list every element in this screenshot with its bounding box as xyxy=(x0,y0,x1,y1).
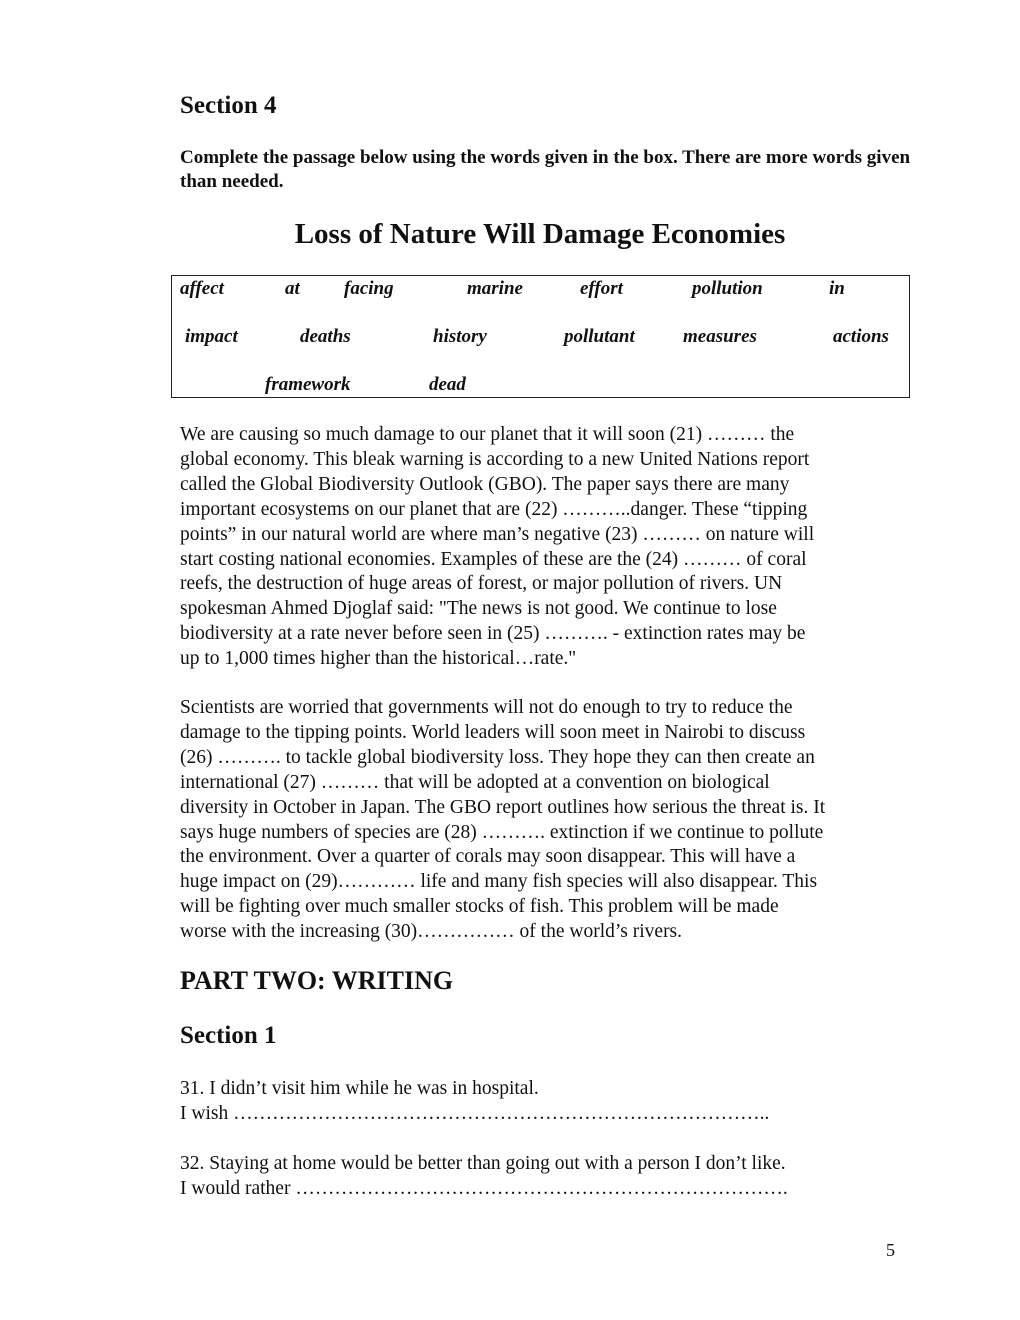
word-box-item: deaths xyxy=(300,326,351,347)
word-box-item: framework xyxy=(265,374,351,395)
word-box-item: affect xyxy=(180,278,224,299)
word-box-item: marine xyxy=(467,278,523,299)
word-box-item: dead xyxy=(429,374,466,395)
question-31 xyxy=(180,1076,920,1126)
word-box-item: pollution xyxy=(692,278,763,299)
word-box-item: actions xyxy=(833,326,889,347)
passage-line: up to 1,000 times higher than the historical…rate." xyxy=(180,648,577,670)
passage-line: the environment. Over a quarter of corals may soon disappear. This will have a xyxy=(180,846,796,868)
question-prompt: 32. Staying at home would be better than going out with a person I don’t like. xyxy=(180,1153,786,1174)
passage-line: We are causing so much damage to our planet that it will soon (21) ……… the xyxy=(180,424,795,445)
question-prompt: 31. I didn’t visit him while he was in hospital. xyxy=(180,1078,539,1099)
passage-title: Loss of Nature Will Damage Economies xyxy=(294,218,786,250)
passage-line: global economy. This bleak warning is according to a new United Nations report xyxy=(180,448,810,470)
passage-paragraph-1 xyxy=(180,423,920,672)
word-box-item: at xyxy=(285,278,300,299)
passage-line: diversity in October in Japan. The GBO report outlines how serious the threat is. It xyxy=(180,796,826,818)
passage-line: spokesman Ahmed Djoglaf said: "The news is not good. We continue to lose xyxy=(180,598,777,620)
word-box xyxy=(171,275,910,398)
passage-line: reefs, the destruction of huge areas of forest, or major pollution of rivers. UN xyxy=(180,573,783,595)
answer-line: I would rather …………………………………………………………………. xyxy=(180,1178,788,1199)
passage-line: biodiversity at a rate never before seen in (25) ………. - extinction rates may be xyxy=(180,623,806,645)
passage-line: (26) ………. to tackle global biodiversity loss. They hope they can then create an xyxy=(180,746,815,768)
section-1-heading: Section 1 xyxy=(180,1022,277,1049)
word-box-item: in xyxy=(829,278,845,299)
passage-paragraph-2 xyxy=(180,696,920,945)
part-two-heading: PART TWO: WRITING xyxy=(180,966,454,995)
passage-line: worse with the increasing (30)…………… of the world’s rivers. xyxy=(180,921,683,943)
passage-line: will be fighting over much smaller stocks of fish. This problem will be made xyxy=(180,896,779,918)
question-32 xyxy=(180,1151,920,1201)
word-box-item: facing xyxy=(344,278,394,299)
passage-line: damage to the tipping points. World leaders will soon meet in Nairobi to discuss xyxy=(180,721,806,743)
word-box-item: measures xyxy=(683,326,757,347)
passage-line: points” in our natural world are where man’s negative (23) ……… on nature will xyxy=(180,523,815,545)
word-box-item: history xyxy=(433,326,487,347)
page-number: 5 xyxy=(886,1240,895,1260)
passage-line: says huge numbers of species are (28) ………. extinction if we continue to pollute xyxy=(180,821,824,843)
passage-line: called the Global Biodiversity Outlook (GBO). The paper says there are many xyxy=(180,473,790,495)
section-4-heading: Section 4 xyxy=(180,92,277,119)
passage-line: international (27) ……… that will be adopted at a convention on biological xyxy=(180,771,770,793)
instructions: Complete the passage below using the words given in the box. There are more words given than needed. xyxy=(180,147,911,192)
word-box-item: effort xyxy=(580,278,623,299)
answer-line: I wish ……………………………………………………………………….. xyxy=(180,1103,770,1124)
passage-line: Scientists are worried that governments will not do enough to try to reduce the xyxy=(180,697,793,718)
passage-line: start costing national economies. Examples of these are the (24) ……… of coral xyxy=(180,548,807,570)
passage-line: huge impact on (29)………… life and many fish species will also disappear. This xyxy=(180,871,818,893)
word-box-item: pollutant xyxy=(564,326,635,347)
word-box-item: impact xyxy=(185,326,238,347)
passage-line: important ecosystems on our planet that are (22) ………..danger. These “tipping xyxy=(180,498,808,520)
